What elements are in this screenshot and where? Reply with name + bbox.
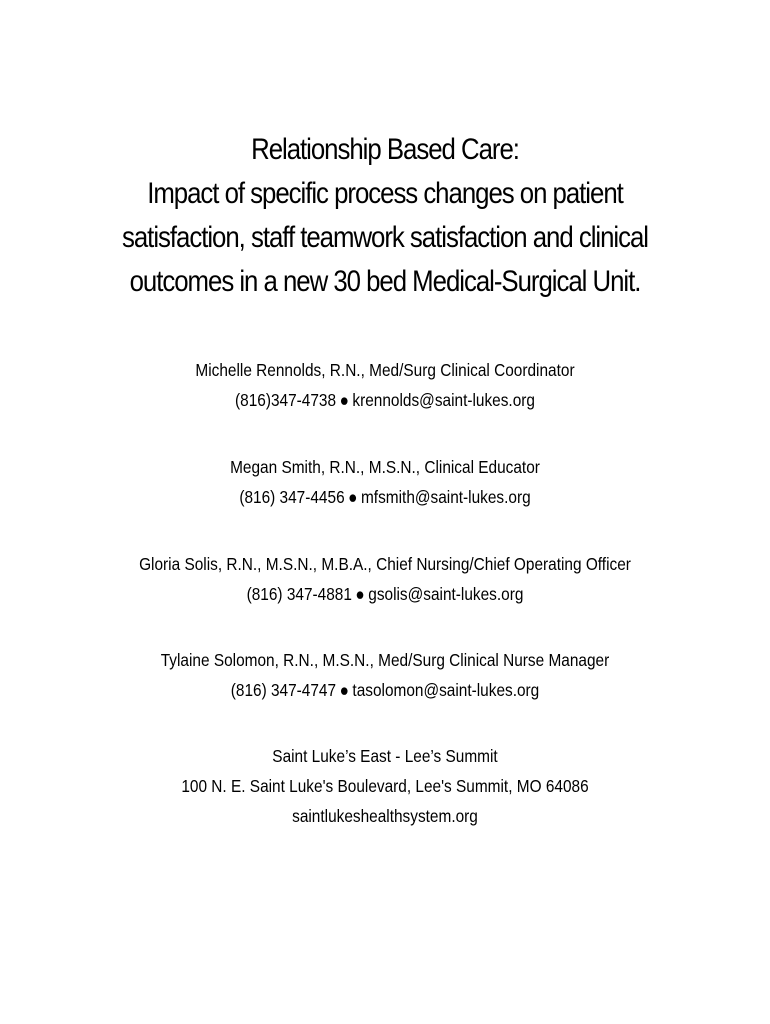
- author-name-title: Tylaine Solomon, R.N., M.S.N., Med/Surg Clinical Nurse Manager: [160, 650, 610, 670]
- institution-address: 100 N. E. Saint Luke's Boulevard, Lee's Summit, MO 64086: [181, 776, 589, 796]
- author-block-2: [0, 452, 770, 512]
- author-name-title: Michelle Rennolds, R.N., Med/Surg Clinical Coordinator: [195, 360, 575, 380]
- author-block-1: [0, 355, 770, 415]
- author-phone: (816) 347-4881: [246, 584, 352, 604]
- title-line-1: Relationship Based Care:: [251, 133, 519, 166]
- author-email: mfsmith@saint-lukes.org: [360, 487, 531, 507]
- title-line-2: Impact of specific process changes on patient: [147, 177, 623, 210]
- bullet-separator-icon: ●: [355, 584, 365, 604]
- author-contact-line: [46, 482, 724, 512]
- author-email: tasolomon@saint-lukes.org: [352, 680, 540, 700]
- title-line-3: satisfaction, staff teamwork satisfaction and clinical: [122, 221, 648, 254]
- author-name-title: Megan Smith, R.N., M.S.N., Clinical Educator: [230, 457, 540, 477]
- author-block-3: [0, 549, 770, 609]
- author-contact-line: [46, 579, 724, 609]
- author-email: gsolis@saint-lukes.org: [368, 584, 524, 604]
- bullet-separator-icon: ●: [339, 390, 349, 410]
- bullet-separator-icon: ●: [339, 680, 349, 700]
- author-phone: (816) 347-4456: [239, 487, 345, 507]
- author-name-title: Gloria Solis, R.N., M.S.N., M.B.A., Chief Nursing/Chief Operating Officer: [139, 554, 631, 574]
- author-phone: (816)347-4738: [235, 390, 337, 410]
- institution-website: saintlukeshealthsystem.org: [292, 806, 478, 826]
- author-email: krennolds@saint-lukes.org: [352, 390, 535, 410]
- bullet-separator-icon: ●: [348, 487, 358, 507]
- author-block-4: [0, 645, 770, 705]
- author-phone: (816) 347-4747: [230, 680, 337, 700]
- title-line-4: outcomes in a new 30 bed Medical-Surgical Unit.: [129, 265, 641, 298]
- institution-block: [0, 741, 770, 831]
- document-title: [0, 128, 770, 304]
- institution-name: Saint Luke’s East - Lee’s Summit: [272, 746, 498, 766]
- author-contact-line: [46, 675, 724, 705]
- author-contact-line: [46, 385, 724, 415]
